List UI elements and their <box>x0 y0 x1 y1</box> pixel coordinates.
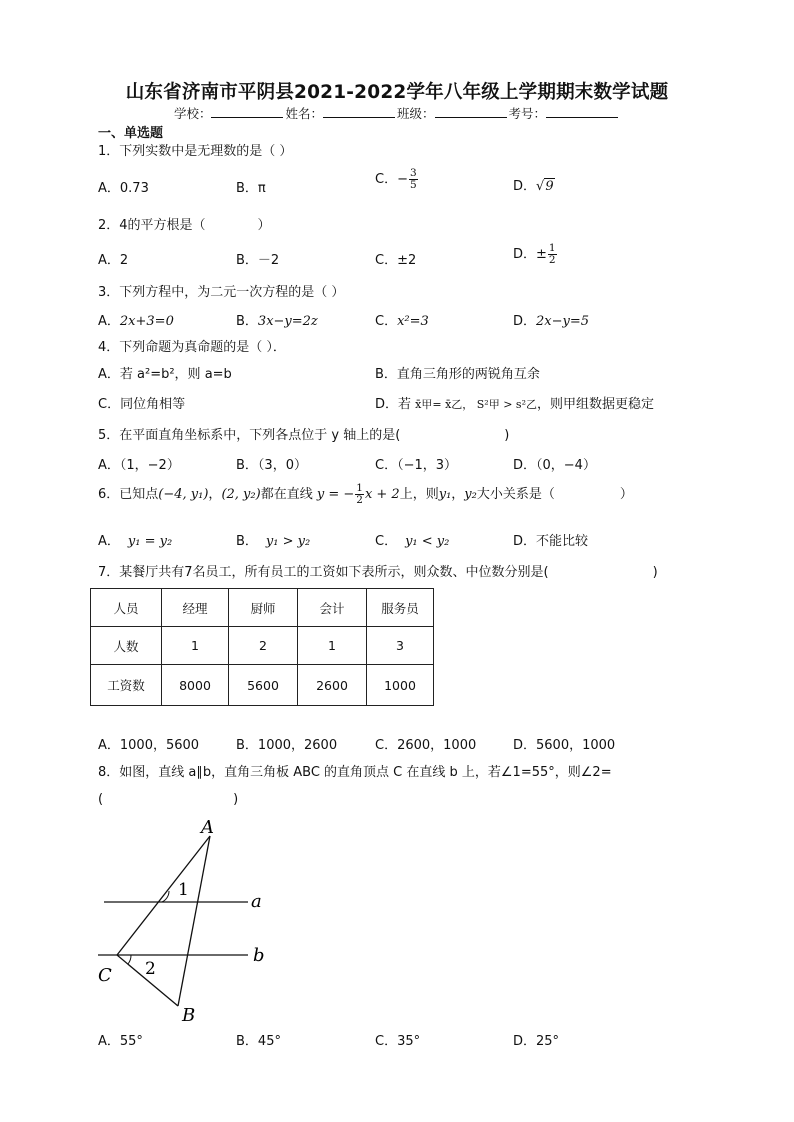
option-label: C． <box>375 534 398 549</box>
option-suffix: ，则甲组数据更稳定 <box>536 397 654 412</box>
table-row <box>91 627 434 665</box>
line-slope-fraction <box>355 483 364 506</box>
q1-option-c-prefix: C．− <box>375 172 408 187</box>
q1-option-d-prefix: D． <box>513 179 537 194</box>
separator: ， <box>208 487 222 502</box>
q2-option-d[interactable] <box>513 243 558 266</box>
point-2: (2, y₂) <box>221 487 261 502</box>
equation: 3x−y=2z <box>257 314 318 329</box>
q4-option-d[interactable] <box>375 393 654 412</box>
q2-option-c[interactable]: C．±2 <box>375 253 417 268</box>
table-cell: 工资数 <box>91 665 162 706</box>
q8-option-d[interactable]: D．25° <box>513 1034 560 1049</box>
q2-option-d-prefix: D．± <box>513 247 547 262</box>
fraction-denominator: 2 <box>356 494 363 506</box>
option-label: B． <box>236 314 258 329</box>
line-lhs: y = − <box>316 487 355 502</box>
option-label: A． <box>98 314 120 329</box>
q3-stem: 3．下列方程中，为二元一次方程的是（ ） <box>98 285 345 300</box>
q3-option-d[interactable] <box>513 310 589 329</box>
table-cell: 1000 <box>367 665 434 706</box>
q7-stem: 7．某餐厅共有7名员工，所有员工的工资如下表所示，则众数、中位数分别是( ) <box>98 565 658 580</box>
stem-text: 大小关系是（ ） <box>476 487 633 502</box>
fraction-numerator: 1 <box>548 242 556 254</box>
option-expression: y₁ > y₂ <box>265 534 311 549</box>
name-label: 姓名： <box>285 106 323 121</box>
y2-symbol: y₂ <box>464 487 477 502</box>
table-cell: 厨师 <box>229 589 298 627</box>
table-cell: 2600 <box>298 665 367 706</box>
q5-option-d[interactable]: D．（0，−4） <box>513 458 596 473</box>
table-cell: 会计 <box>298 589 367 627</box>
table-cell: 2 <box>229 627 298 665</box>
student-info-line <box>0 104 794 122</box>
q7-option-b[interactable]: B．1000，2600 <box>236 738 338 753</box>
table-cell: 3 <box>367 627 434 665</box>
q4-stem: 4．下列命题为真命题的是（ ）． <box>98 340 286 355</box>
vertex-b-label: B <box>182 1005 196 1025</box>
q8-paren: ( ) <box>98 792 239 807</box>
q2-option-a[interactable]: A．2 <box>98 253 129 268</box>
q7-option-c[interactable]: C．2600，1000 <box>375 738 477 753</box>
q3-option-b[interactable] <box>236 310 318 329</box>
side-ab <box>178 836 210 1006</box>
q1-option-c-fraction <box>409 168 418 191</box>
q1-stem: 1．下列实数中是无理数的是（ ） <box>98 144 293 159</box>
y1-symbol: y₁ <box>438 487 452 502</box>
geometry-figure <box>98 815 278 1025</box>
option-label: C． <box>375 314 398 329</box>
table-cell: 人数 <box>91 627 162 665</box>
q1-option-d[interactable] <box>513 175 555 194</box>
class-label: 班级： <box>397 106 435 121</box>
vertex-c-label: C <box>98 965 112 986</box>
q8-option-c[interactable]: C．35° <box>375 1034 421 1049</box>
variance-condition: x̄甲= x̄乙， S²甲 > s²乙 <box>415 398 537 411</box>
angle-2-label: 2 <box>145 959 156 979</box>
class-blank[interactable] <box>435 105 507 118</box>
page-title: 山东省济南市平阴县2021-2022学年八年级上学期期末数学试题 <box>125 82 669 103</box>
equation: 2x−y=5 <box>536 314 590 329</box>
school-blank[interactable] <box>211 105 283 118</box>
fraction-numerator: 3 <box>409 167 417 179</box>
table-cell: 人员 <box>91 589 162 627</box>
equation: x²=3 <box>397 314 429 329</box>
q5-option-c[interactable]: C．（−1，3） <box>375 458 458 473</box>
q6-stem: 6．已知点(−4, y₁)，(2, y₂)都在直线 y = − $\frac{1}{2}$ x + 2上，则y₁，y₂大小关系是（ ） <box>98 482 633 506</box>
q6-option-c[interactable] <box>375 530 449 549</box>
q5-option-b[interactable]: B．（3，0） <box>236 458 307 473</box>
stem-text: 6．已知点 <box>98 487 159 502</box>
line-rhs: x + 2 <box>364 487 400 502</box>
option-label: A． <box>98 534 120 549</box>
table-cell: 8000 <box>162 665 229 706</box>
wage-table <box>90 588 434 706</box>
point-1: (−4, y₁) <box>158 487 209 502</box>
table-cell: 1 <box>298 627 367 665</box>
stem-text: 都在直线 <box>260 487 313 502</box>
q5-stem: 5．在平面直角坐标系中，下列各点位于 y 轴上的是( ) <box>98 428 510 443</box>
q8-option-a[interactable]: A．55° <box>98 1034 143 1049</box>
q6-option-b[interactable] <box>236 530 310 549</box>
q5-option-a[interactable]: A．（1，−2） <box>98 458 180 473</box>
q1-option-c[interactable] <box>375 168 419 191</box>
table-cell: 1 <box>162 627 229 665</box>
q6-option-d[interactable]: D．不能比较 <box>513 534 589 549</box>
angle-2-arc <box>128 955 131 964</box>
name-blank[interactable] <box>323 105 395 118</box>
fraction-denominator: 5 <box>409 179 417 191</box>
q2-stem: 2．4的平方根是（ ） <box>98 218 271 233</box>
q3-option-a[interactable] <box>98 310 174 329</box>
q1-option-a[interactable]: A．0.73 <box>98 181 149 196</box>
side-ac <box>117 836 210 955</box>
id-blank[interactable] <box>546 105 618 118</box>
table-row <box>91 589 434 627</box>
sqrt-icon: √ <box>536 179 545 194</box>
fraction-numerator: 1 <box>356 482 363 494</box>
q4-option-c[interactable]: C．同位角相等 <box>98 397 186 412</box>
q7-option-d[interactable]: D．5600，1000 <box>513 738 616 753</box>
q1-option-b[interactable]: B．π <box>236 181 266 196</box>
vertex-a-label: A <box>201 817 214 838</box>
option-expression: y₁ < y₂ <box>405 534 450 549</box>
q2-option-d-fraction <box>548 243 557 266</box>
stem-text: 上，则 <box>399 487 439 502</box>
school-label: 学校： <box>173 106 212 121</box>
q6-option-a[interactable] <box>98 530 172 549</box>
option-prefix: D．若 <box>375 397 412 412</box>
option-expression: y₁ = y₂ <box>127 534 173 549</box>
section-heading: 一、单选题 <box>98 126 164 141</box>
equation: 2x+3=0 <box>119 314 174 329</box>
option-label: D． <box>513 314 537 329</box>
q8-stem: 8．如图，直线 a∥b，直角三角板 ABC 的直角顶点 C 在直线 b 上，若∠1=55°，则∠2= <box>98 765 612 780</box>
table-row <box>91 665 434 706</box>
q4-option-b[interactable]: B．直角三角形的两锐角互余 <box>375 367 540 382</box>
q7-option-a[interactable]: A．1000，5600 <box>98 738 200 753</box>
id-label: 考号： <box>508 106 547 121</box>
angle-1-label: 1 <box>178 880 189 900</box>
q1-option-d-radicand: 9 <box>545 179 554 194</box>
table-cell: 5600 <box>229 665 298 706</box>
option-label: B． <box>236 534 258 549</box>
line-b-label: b <box>253 945 265 966</box>
q8-option-b[interactable]: B．45° <box>236 1034 281 1049</box>
table-cell: 经理 <box>162 589 229 627</box>
table-cell: 服务员 <box>367 589 434 627</box>
q4-option-a[interactable]: A．若 a²=b²，则 a=b <box>98 367 232 382</box>
fraction-denominator: 2 <box>548 254 556 266</box>
q2-option-b[interactable]: B．－2 <box>236 253 280 268</box>
q3-option-c[interactable] <box>375 310 429 329</box>
line-a-label: a <box>251 891 262 912</box>
